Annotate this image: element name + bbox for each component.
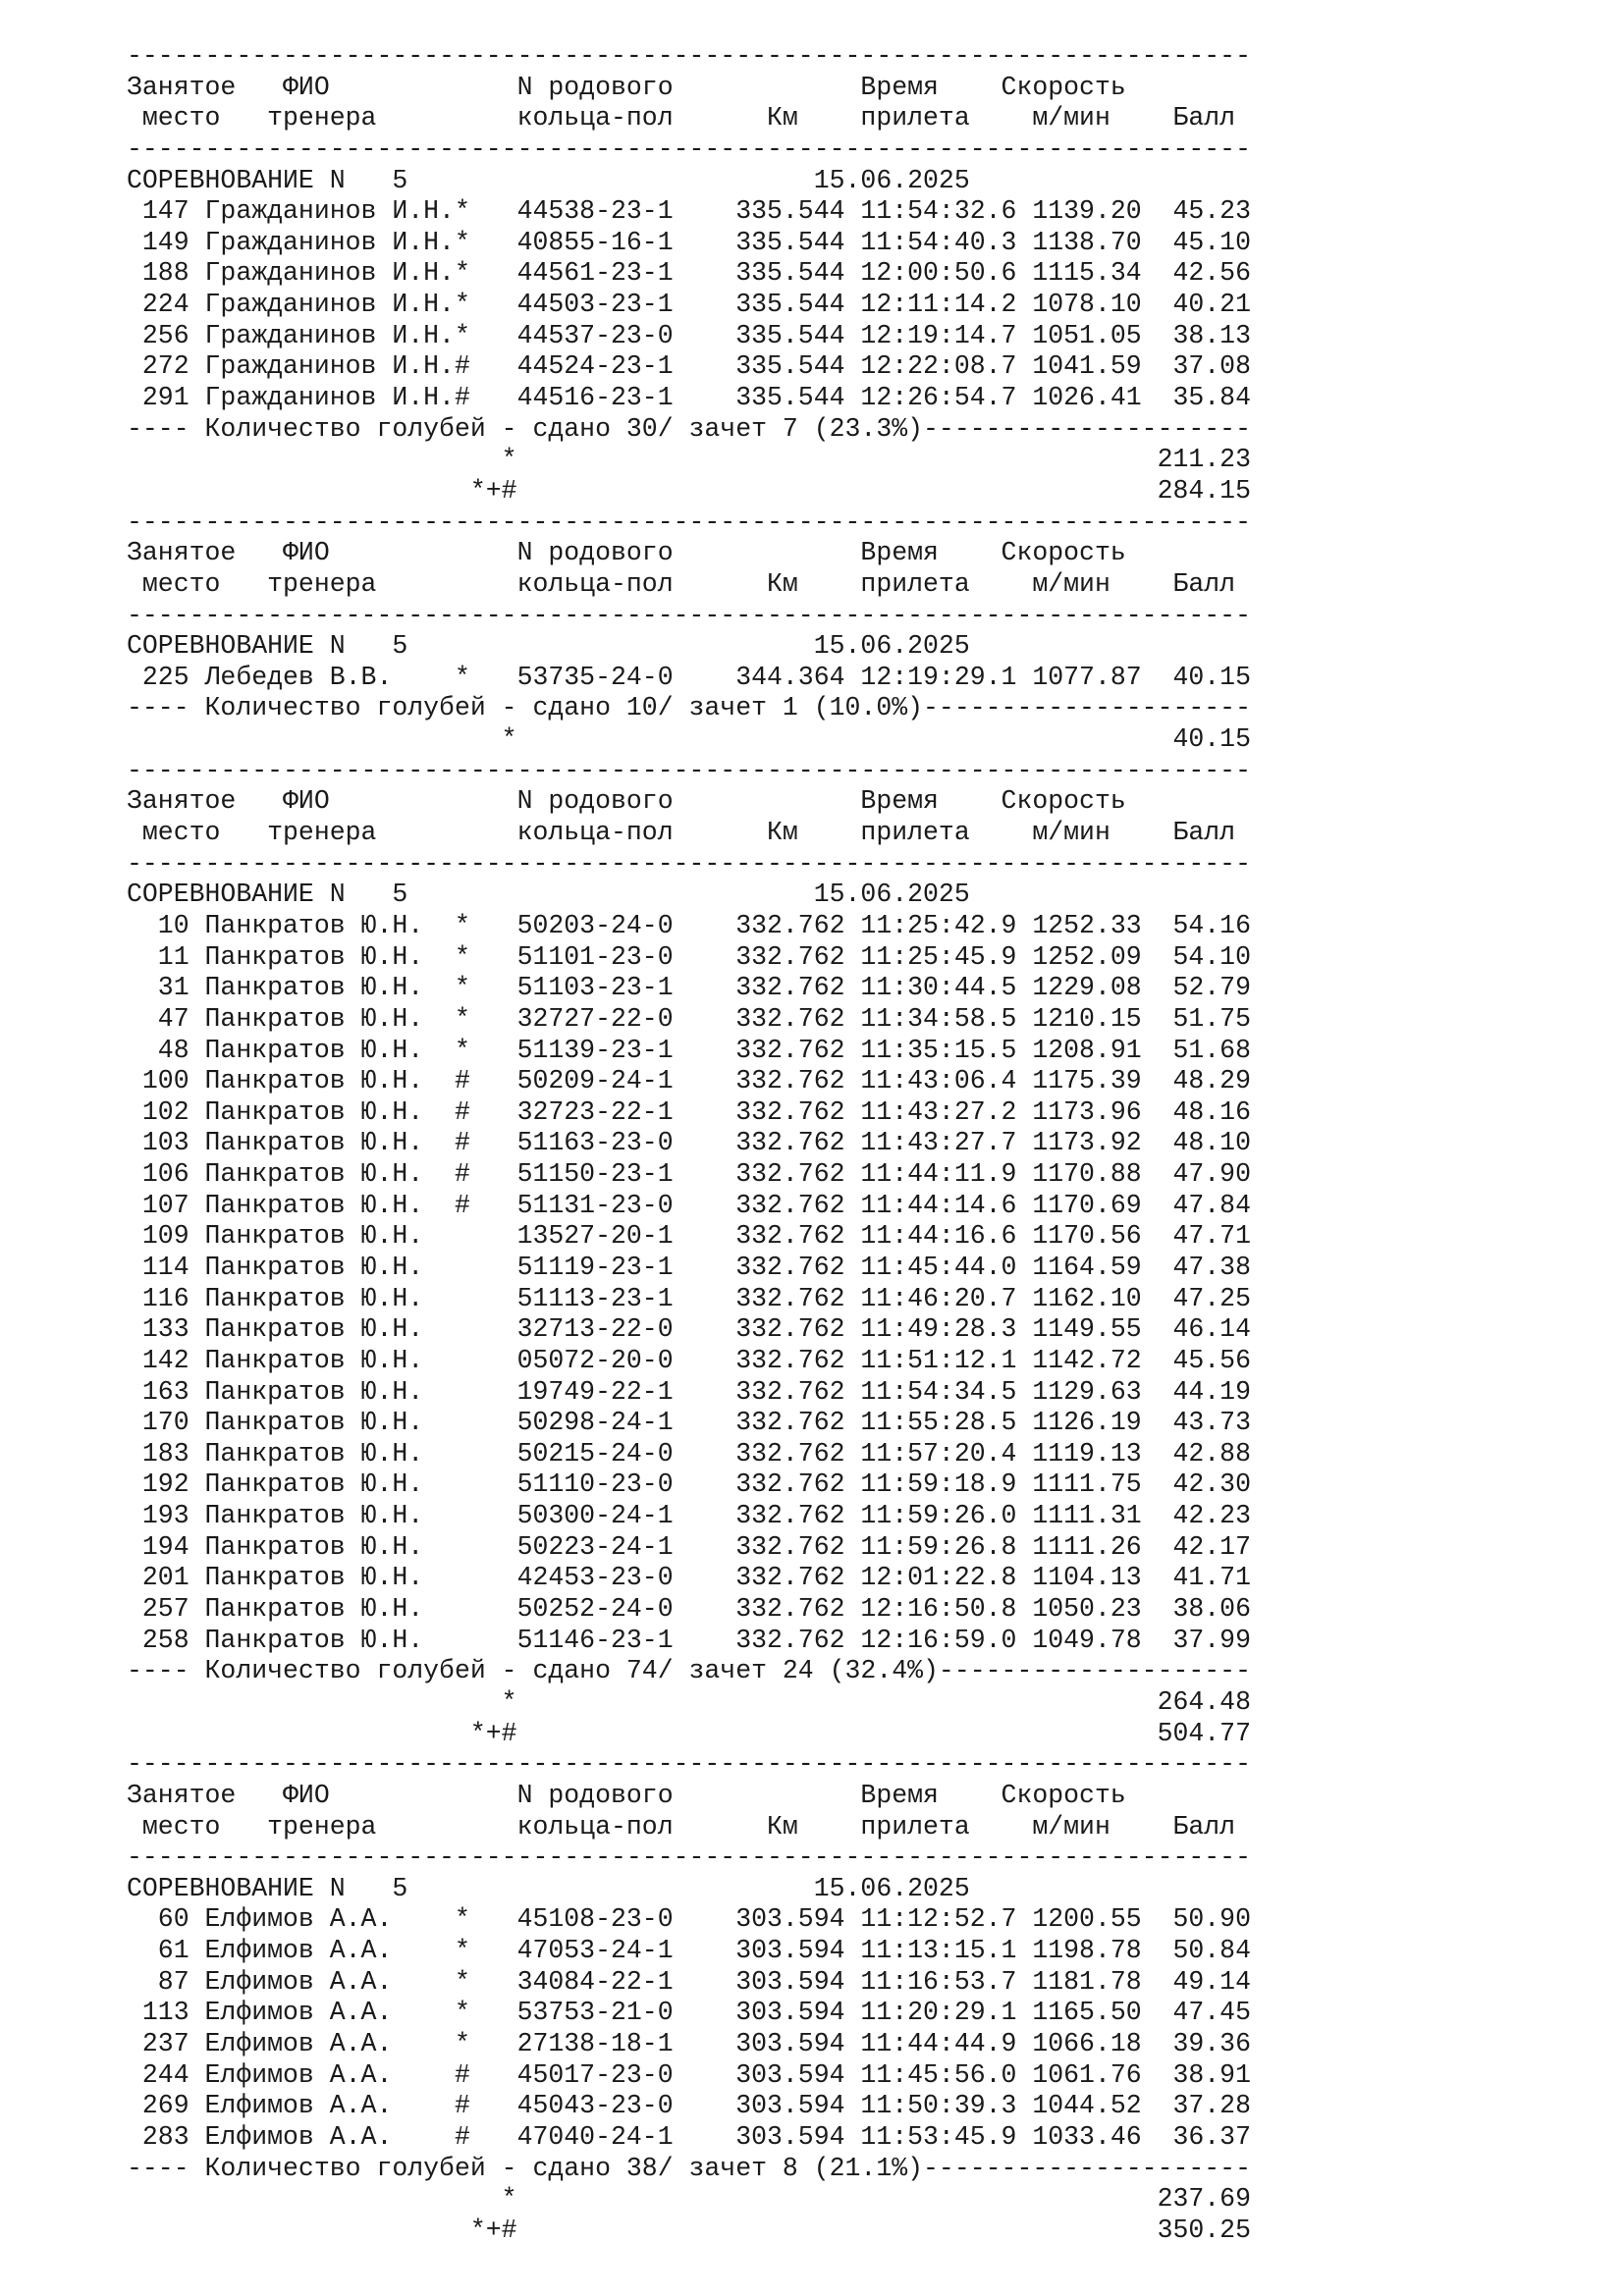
table-row: 170 Панкратов Ю.Н. 50298-24-1 332.762 11:55:28.5 1126.19 43.73 xyxy=(127,1408,1251,1438)
table-row: 163 Панкратов Ю.Н. 19749-22-1 332.762 11:54:34.5 1129.63 44.19 xyxy=(127,1376,1251,1407)
competition-line: СОРЕВНОВАНИЕ N 5 15.06.2025 xyxy=(127,631,970,662)
table-row: 47 Панкратов Ю.Н. * 32727-22-0 332.762 11:34:58.5 1210.15 51.75 xyxy=(127,1003,1251,1034)
table-row: 291 Гражданинов И.Н.# 44516-23-1 335.544 12:26:54.7 1026.41 35.84 xyxy=(127,383,1251,413)
separator-line: ------------------------------------------------------------------------ xyxy=(127,133,1251,164)
summary-line: ---- Количество голубей - сдано 10/ зачет 1 (10.0%)--------------------- xyxy=(127,693,1251,723)
table-row: 193 Панкратов Ю.Н. 50300-24-1 332.762 11:59:26.0 1111.31 42.23 xyxy=(127,1501,1251,1531)
separator-line: ------------------------------------------------------------------------ xyxy=(127,848,1251,879)
separator-line: ------------------------------------------------------------------------ xyxy=(127,755,1251,785)
summary-line: ---- Количество голубей - сдано 30/ зачет 7 (23.3%)--------------------- xyxy=(127,413,1251,444)
separator-line: ------------------------------------------------------------------------ xyxy=(127,600,1251,630)
table-row: 256 Гражданинов И.Н.* 44537-23-0 335.544 12:19:14.7 1051.05 38.13 xyxy=(127,320,1251,350)
table-row: 149 Гражданинов И.Н.* 40855-16-1 335.544 11:54:40.3 1138.70 45.10 xyxy=(127,227,1251,257)
table-row: 147 Гражданинов И.Н.* 44538-23-1 335.544 11:54:32.6 1139.20 45.23 xyxy=(127,196,1251,227)
results-printout xyxy=(127,41,1251,2246)
table-row: 194 Панкратов Ю.Н. 50223-24-1 332.762 11:59:26.8 1111.26 42.17 xyxy=(127,1531,1251,1562)
total-line: * 211.23 xyxy=(127,445,1251,475)
table-row: 269 Елфимов А.А. # 45043-23-0 303.594 11:50:39.3 1044.52 37.28 xyxy=(127,2091,1251,2121)
column-header-row-2: место тренера кольца-пол Км прилета м/мин Балл xyxy=(127,1811,1236,1842)
column-header-row-1: Занятое ФИО N родового Время Скорость xyxy=(127,538,1126,568)
table-row: 60 Елфимов А.А. * 45108-23-0 303.594 11:12:52.7 1200.55 50.90 xyxy=(127,1904,1251,1935)
table-row: 116 Панкратов Ю.Н. 51113-23-1 332.762 11:46:20.7 1162.10 47.25 xyxy=(127,1283,1251,1313)
column-header-row-2: место тренера кольца-пол Км прилета м/мин Балл xyxy=(127,568,1236,599)
total-line: *+# 284.15 xyxy=(127,475,1251,506)
competition-line: СОРЕВНОВАНИЕ N 5 15.06.2025 xyxy=(127,165,970,195)
column-header-row-2: место тренера кольца-пол Км прилета м/мин Балл xyxy=(127,818,1236,848)
table-row: 114 Панкратов Ю.Н. 51119-23-1 332.762 11:45:44.0 1164.59 47.38 xyxy=(127,1252,1251,1282)
table-row: 283 Елфимов А.А. # 47040-24-1 303.594 11:53:45.9 1033.46 36.37 xyxy=(127,2121,1251,2152)
table-row: 11 Панкратов Ю.Н. * 51101-23-0 332.762 11:25:45.9 1252.09 54.10 xyxy=(127,941,1251,972)
total-line: * 40.15 xyxy=(127,724,1251,755)
total-line: *+# 350.25 xyxy=(127,2215,1251,2245)
table-row: 257 Панкратов Ю.Н. 50252-24-0 332.762 12:16:50.8 1050.23 38.06 xyxy=(127,1594,1251,1625)
table-row: 201 Панкратов Ю.Н. 42453-23-0 332.762 12:01:22.8 1104.13 41.71 xyxy=(127,1563,1251,1593)
total-line: *+# 504.77 xyxy=(127,1718,1251,1748)
table-row: 272 Гражданинов И.Н.# 44524-23-1 335.544 12:22:08.7 1041.59 37.08 xyxy=(127,351,1251,382)
summary-line: ---- Количество голубей - сдано 74/ зачет 24 (32.4%)-------------------- xyxy=(127,1656,1251,1686)
table-row: 142 Панкратов Ю.Н. 05072-20-0 332.762 11:51:12.1 1142.72 45.56 xyxy=(127,1345,1251,1375)
table-row: 107 Панкратов Ю.Н. # 51131-23-0 332.762 11:44:14.6 1170.69 47.84 xyxy=(127,1190,1251,1220)
table-row: 113 Елфимов А.А. * 53753-21-0 303.594 11:20:29.1 1165.50 47.45 xyxy=(127,1998,1251,2028)
table-row: 109 Панкратов Ю.Н. 13527-20-1 332.762 11:44:16.6 1170.56 47.71 xyxy=(127,1221,1251,1252)
total-line: * 237.69 xyxy=(127,2184,1251,2215)
table-row: 87 Елфимов А.А. * 34084-22-1 303.594 11:16:53.7 1181.78 49.14 xyxy=(127,1966,1251,1997)
separator-line: ------------------------------------------------------------------------ xyxy=(127,1749,1251,1780)
table-row: 224 Гражданинов И.Н.* 44503-23-1 335.544 12:11:14.2 1078.10 40.21 xyxy=(127,290,1251,320)
table-row: 225 Лебедев В.В. * 53735-24-0 344.364 12:19:29.1 1077.87 40.15 xyxy=(127,662,1251,692)
competition-line: СОРЕВНОВАНИЕ N 5 15.06.2025 xyxy=(127,1873,970,1903)
table-row: 102 Панкратов Ю.Н. # 32723-22-1 332.762 11:43:27.2 1173.96 48.16 xyxy=(127,1096,1251,1127)
column-header-row-2: место тренера кольца-пол Км прилета м/мин Балл xyxy=(127,103,1236,133)
table-row: 61 Елфимов А.А. * 47053-24-1 303.594 11:13:15.1 1198.78 50.84 xyxy=(127,1936,1251,1966)
total-line: * 264.48 xyxy=(127,1686,1251,1717)
competition-line: СОРЕВНОВАНИЕ N 5 15.06.2025 xyxy=(127,880,970,910)
table-row: 237 Елфимов А.А. * 27138-18-1 303.594 11:44:44.9 1066.18 39.36 xyxy=(127,2029,1251,2058)
table-row: 258 Панкратов Ю.Н. 51146-23-1 332.762 12:16:59.0 1049.78 37.99 xyxy=(127,1625,1251,1655)
table-row: 48 Панкратов Ю.Н. * 51139-23-1 332.762 11:35:15.5 1208.91 51.68 xyxy=(127,1035,1251,1065)
table-row: 31 Панкратов Ю.Н. * 51103-23-1 332.762 11:30:44.5 1229.08 52.79 xyxy=(127,973,1251,1003)
summary-line: ---- Количество голубей - сдано 38/ зачет 8 (21.1%)--------------------- xyxy=(127,2153,1251,2183)
column-header-row-1: Занятое ФИО N родового Время Скорость xyxy=(127,786,1126,817)
column-header-row-1: Занятое ФИО N родового Время Скорость xyxy=(127,72,1126,102)
table-row: 100 Панкратов Ю.Н. # 50209-24-1 332.762 11:43:06.4 1175.39 48.29 xyxy=(127,1066,1251,1096)
table-row: 183 Панкратов Ю.Н. 50215-24-0 332.762 11:57:20.4 1119.13 42.88 xyxy=(127,1438,1251,1468)
table-row: 103 Панкратов Ю.Н. # 51163-23-0 332.762 11:43:27.7 1173.92 48.10 xyxy=(127,1128,1251,1158)
separator-line: ------------------------------------------------------------------------ xyxy=(127,507,1251,537)
column-header-row-1: Занятое ФИО N родового Время Скорость xyxy=(127,1780,1126,1810)
table-row: 133 Панкратов Ю.Н. 32713-22-0 332.762 11:49:28.3 1149.55 46.14 xyxy=(127,1314,1251,1345)
table-row: 106 Панкратов Ю.Н. # 51150-23-1 332.762 11:44:11.9 1170.88 47.90 xyxy=(127,1159,1251,1190)
table-row: 188 Гражданинов И.Н.* 44561-23-1 335.544 12:00:50.6 1115.34 42.56 xyxy=(127,258,1251,289)
table-row: 10 Панкратов Ю.Н. * 50203-24-0 332.762 11:25:42.9 1252.33 54.16 xyxy=(127,910,1251,940)
table-row: 192 Панкратов Ю.Н. 51110-23-0 332.762 11:59:18.9 1111.75 42.30 xyxy=(127,1469,1251,1500)
table-row: 244 Елфимов А.А. # 45017-23-0 303.594 11:45:56.0 1061.76 38.91 xyxy=(127,2059,1251,2090)
separator-line: ------------------------------------------------------------------------ xyxy=(127,41,1251,71)
separator-line: ------------------------------------------------------------------------ xyxy=(127,1842,1251,1873)
